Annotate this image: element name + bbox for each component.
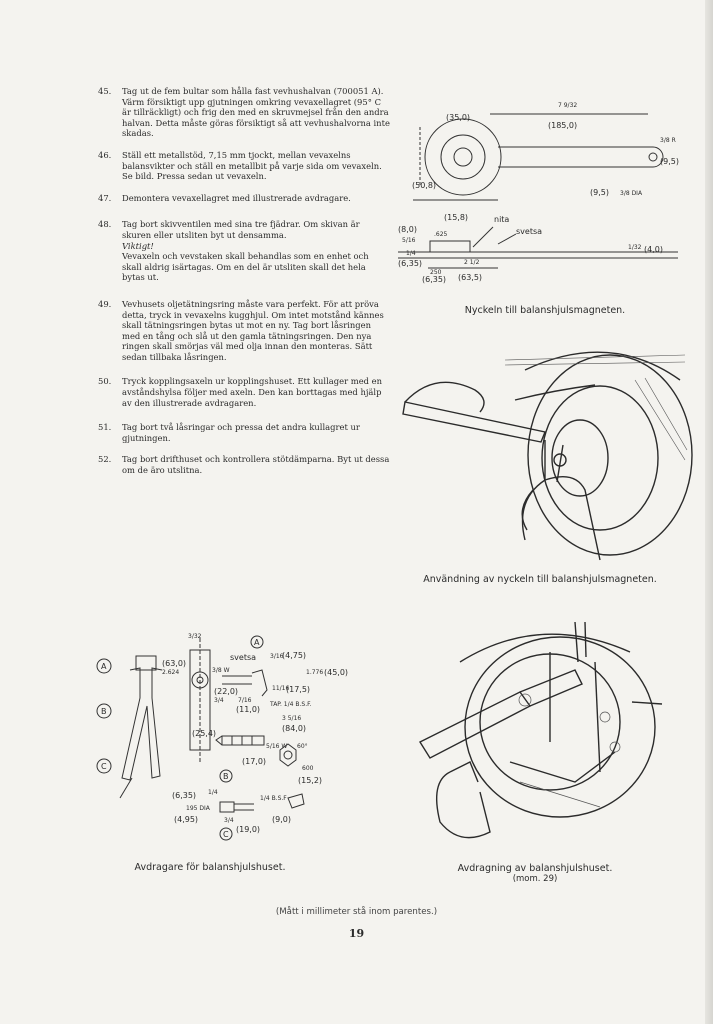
- dim-label: TAP. 1/4 B.S.F.: [270, 701, 312, 708]
- dim-label: 250: [430, 269, 442, 276]
- puller-use-svg: [400, 622, 668, 850]
- puller-drawing-caption: Avdragare för balanshjulshuset.: [134, 862, 286, 873]
- instruction-text: Tag bort skivventilen med sina tre fjädrar. Om skivan är skuren eller utsliten byt ut densamma.: [122, 219, 360, 240]
- dim-label: (185,0): [548, 121, 578, 130]
- instruction-item-52: [98, 454, 390, 475]
- instruction-text: Tag bort drifthuset och kontrollera stötdämparna. Byt ut dessa om de äro utslitna.: [122, 454, 390, 476]
- dim-label: (4,95): [174, 815, 199, 824]
- dim-label: (9,0): [272, 815, 291, 824]
- dim-label: 5/16: [402, 237, 416, 244]
- dim-label: (84,0): [282, 724, 307, 733]
- dim-label: 3/8 R: [660, 137, 676, 144]
- dim-label: 1/4: [208, 789, 218, 796]
- dim-label: (9,5): [590, 188, 609, 197]
- instruction-number: 48.: [98, 219, 112, 230]
- dim-label: (4,0): [644, 245, 663, 254]
- instruction-item-47: [98, 193, 390, 204]
- dim-label: (25,4): [192, 729, 217, 738]
- dim-label: (15,2): [298, 776, 323, 785]
- puller-drawing-svg: [92, 628, 354, 850]
- instruction-item-45: [98, 86, 390, 139]
- dim-label: (15,8): [444, 213, 469, 222]
- key-use-svg: [395, 340, 695, 568]
- dim-label: (22,0): [214, 687, 239, 696]
- dim-label: (17,0): [242, 757, 267, 766]
- instruction-item-50: [98, 376, 390, 408]
- dim-label: 1/32: [628, 244, 642, 251]
- dim-label: 3/16: [270, 653, 284, 660]
- dim-label: (45,0): [324, 668, 349, 677]
- dim-label: 3/8 W: [212, 667, 230, 674]
- key-drawing-svg: [398, 92, 688, 304]
- dim-label: 7/16: [238, 697, 252, 704]
- instruction-number: 51.: [98, 422, 112, 433]
- dim-label: (6,35): [172, 791, 197, 800]
- instruction-number: 46.: [98, 149, 112, 160]
- callout-label: A: [101, 662, 107, 671]
- dim-label: 3/4: [214, 697, 224, 704]
- dim-label: (4,75): [282, 651, 307, 660]
- footnote: (Mått i millimeter stå inom parentes.): [275, 907, 438, 917]
- page-number: 19: [348, 927, 365, 940]
- callout-label: C: [101, 762, 107, 771]
- instruction-item-51: [98, 422, 390, 443]
- dim-label: (11,0): [236, 705, 261, 714]
- instruction-text: Vevhusets oljetätningsring måste vara perfekt. För att pröva detta, tryck in vevaxelns kugghjul. Om intet motstånd kännes skall tätningsringen bytas ut mot en ny. Tag bort låsringen med en tång och slå ut den gamla tätningsringen. Den nya ringen skall smörjas väl med olja innan den monteras. Sätt sedan tillbaka låsringen.: [122, 298, 384, 362]
- dim-label: 3 5/16: [282, 715, 302, 722]
- dim-label: 1/4 B.S.F: [260, 795, 287, 802]
- instruction-number: 47.: [98, 192, 112, 203]
- instruction-text: Tag bort två låsringar och pressa det andra kullagret ur gjutningen.: [122, 422, 360, 443]
- dim-label: (63,0): [162, 659, 187, 668]
- puller-use-caption: [415, 863, 655, 884]
- dim-label: 2.624: [162, 669, 180, 676]
- key-technical-drawing: [398, 92, 688, 304]
- dim-label: 11/16: [272, 685, 290, 692]
- dim-label: svetsa: [230, 653, 257, 662]
- dim-label: 1.776: [306, 669, 324, 676]
- dim-label: (9,5): [660, 157, 679, 166]
- dim-label: (63,5): [458, 273, 483, 282]
- dim-label: 3/32: [188, 633, 202, 640]
- instruction-number: 49.: [98, 298, 112, 309]
- puller-technical-drawing: [92, 628, 354, 850]
- dim-label: 3/4: [224, 817, 234, 824]
- dim-label: (6,35): [398, 259, 423, 268]
- puller-use-subcaption: (mom. 29): [512, 874, 558, 884]
- dim-label: 3/8 DIA: [620, 190, 643, 197]
- dim-label: 5/16 W: [266, 743, 288, 750]
- instruction-number: 45.: [98, 86, 112, 96]
- instruction-list: [98, 86, 390, 487]
- dim-label: (35,0): [446, 113, 471, 122]
- instruction-number: 50.: [98, 376, 112, 387]
- instruction-number: 52.: [98, 454, 112, 465]
- dim-label: (50,8): [412, 181, 437, 190]
- instruction-item-46: [98, 150, 390, 182]
- dim-label: 600: [302, 765, 314, 772]
- instruction-text: Tag ut de fem bultar som hålla fast vevhushalvan (700051 A). Värm försiktigt upp gjutningen omkring vevaxellagret (95° C är tillräckligt) och frig den med en skruvmejsel från den andra halvan. Detta måste göras försiktigt så att vevhushalvorna inte skadas.: [122, 86, 390, 139]
- key-use-caption: Användning av nyckeln till balanshjulsmagneten.: [423, 574, 657, 585]
- page-edge: [705, 0, 713, 1024]
- dim-label: 1/4: [406, 250, 416, 257]
- dim-label: (19,0): [236, 825, 261, 834]
- dim-label: 7 9/32: [558, 102, 578, 109]
- dim-label: 2 1/2: [464, 259, 480, 266]
- key-use-illustration: [395, 340, 695, 568]
- callout-label: C: [223, 830, 229, 839]
- instruction-text: Tryck kopplingsaxeln ur kopplingshuset. Ett kullager med en avståndshylsa följer med axeln. Den kan borttagas med hjälp av den illustrerade avdragaren.: [122, 376, 383, 408]
- instruction-item-49: [98, 299, 390, 363]
- dim-label: 195 DIA: [186, 805, 210, 812]
- callout-label: B: [223, 772, 229, 781]
- instruction-text: Ställ ett metallstöd, 7,15 mm tjockt, mellan vevaxelns balansvikter och ställ en metallbit på varje sida om vevaxeln. Se bild. Pressa sedan ut vevaxeln.: [122, 149, 382, 182]
- dim-label: .625: [434, 231, 448, 238]
- key-drawing-caption: Nyckeln till balanshjulsmagneten.: [464, 305, 626, 316]
- dim-label: svetsa: [516, 227, 543, 236]
- instruction-text: Demontera vevaxellagret med illustrerade avdragare.: [122, 192, 351, 203]
- emphasis-note: Viktigt!: [122, 240, 154, 251]
- puller-use-caption-text: Avdragning av balanshjulshuset.: [457, 863, 613, 874]
- dim-label: nita: [494, 215, 510, 224]
- callout-label: A: [254, 638, 260, 647]
- instruction-extra-text: Vevaxeln och vevstaken skall behandlas som en enhet och skall aldrig isärtagas. Om en del är utsliten skall det hela bytas ut.: [122, 251, 369, 283]
- dim-label: (17,5): [286, 685, 311, 694]
- callout-label: B: [101, 707, 107, 716]
- dim-label: (6,35): [422, 275, 447, 284]
- instruction-item-48: [98, 219, 390, 283]
- puller-use-illustration: [400, 622, 668, 850]
- dim-label: (8,0): [398, 225, 417, 234]
- dim-label: 60°: [297, 743, 308, 750]
